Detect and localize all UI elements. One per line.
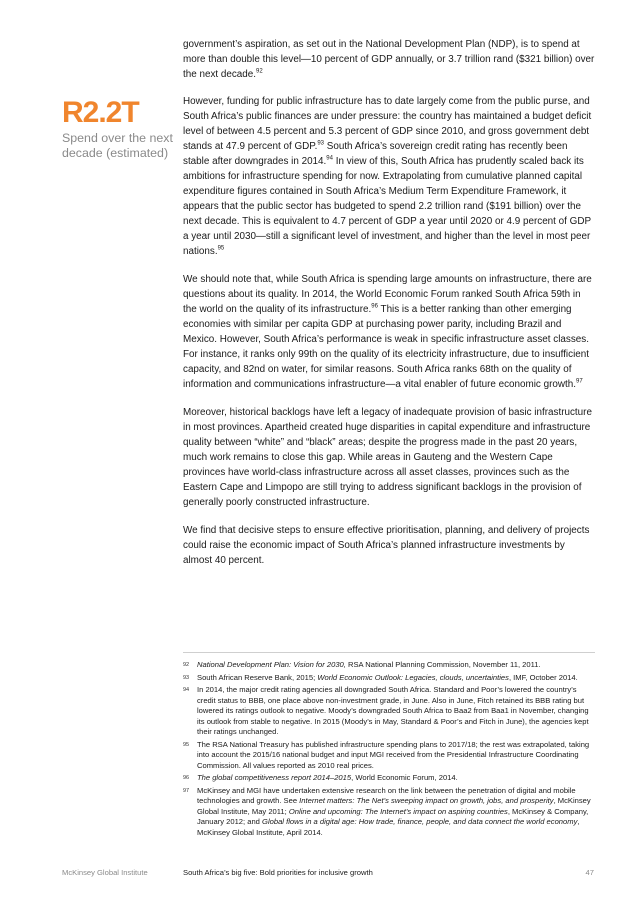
footnote-92: 92 National Development Plan: Vision for 2030, RSA National Planning Commission, November 11, 2011. bbox=[183, 660, 541, 669]
footnote-ref[interactable]: 96 bbox=[371, 303, 378, 310]
footnote-95: 95 The RSA National Treasury has published infrastructure spending plans to 2017/18; the rest was extrapolated, taking into account the 2015/16 national budget and input MGI received from the Presidential Infrastructure Coordinating Commission. All values reported as 2010 real prices. bbox=[183, 739, 590, 770]
footnote-ref[interactable]: 93 bbox=[317, 140, 324, 147]
paragraph-5: We find that decisive steps to ensure effective prioritisation, planning, and delivery of projects could raise the economic impact of South Africa’s planned infrastructure investments by almost 40 percent. bbox=[183, 525, 590, 566]
footnote-number: 93 bbox=[183, 674, 190, 681]
body-text bbox=[183, 37, 595, 581]
callout-figure: R2.2T bbox=[62, 96, 139, 129]
sidebar-callout bbox=[62, 97, 174, 160]
footnote-number: 96 bbox=[183, 775, 190, 781]
footnote-number: 97 bbox=[183, 787, 190, 794]
footnote-divider bbox=[183, 652, 595, 653]
footnote-97: 97 McKinsey and MGI have undertaken extensive research on the link between the penetration of digital and mobile technologies and growth. See Internet matters: The Net’s sweeping impact on growth, jobs, and prosperity, McKinsey Global Institute, May 2011; Online and upcoming: The Internet’s impact on aspiring countries, McKinsey & Company, January 2012; and Global flows in a digital age: How trade, finance, people, and data connect the world economy, McKinsey Global Institute, April 2014. bbox=[183, 785, 591, 837]
paragraph-3: We should note that, while South Africa is spending large amounts on infrastructure, there are questions about its quality. In 2014, the World Economic Forum ranked South Africa 59th in the world on the quality of its infrastructure.$^{96}$ This is a better ranking than other emerging economies with similar per capita GDP at purchasing power parity, including Brazil and Mexico. However, South Africa’s performance is weak in specific infrastructure asset classes. For instance, it ranks only 99th on the quality of its electricity infrastructure, due to insufficient capacity, and 82nd on water, for similar reasons. South Africa ranks 68th on the quality of information and communications infrastructure—a vital enabler of future economic growth.$^{97}$ bbox=[183, 274, 592, 390]
footnote-ref[interactable]: 94 bbox=[326, 155, 333, 162]
page-number: 47 bbox=[585, 868, 594, 877]
footnote-number: 92 bbox=[183, 662, 190, 668]
footnote-94: 94 In 2014, the major credit rating agencies all downgraded South Africa. Standard and Poor’s lowered the country’s credit status to BBB, one place above non-investment grade, in June. Also in June, Fitch retained its BBB rating but lowered its ratings outlook to negative. Moody’s downgraded South Africa to Baa2 from Baa1 in November, changing its outlook from stable to negative. In 2015 (Moody’s in May, Standard & Poor’s and Fitch in June), the agencies kept their ratings unchanged. bbox=[183, 685, 589, 736]
footnote-93: 93 South African Reserve Bank, 2015; World Economic Outlook: Legacies, clouds, uncertainties, IMF, October 2014. bbox=[183, 672, 578, 682]
footer-publisher: McKinsey Global Institute bbox=[62, 868, 148, 877]
footnote-ref[interactable]: 92 bbox=[256, 68, 263, 75]
footnote-number: 95 bbox=[183, 741, 190, 748]
paragraph-2: However, funding for public infrastructure has to date largely come from the public purse, and South Africa’s public finances are under pressure: the country has maintained a budget deficit level of between 4.5 percent and 5.3 percent of GDP since 2010, and gross government debt stands at 47.9 percent of GDP.$^{93}$ South Africa’s sovereign credit rating has recently been stable after downgrades in 2014.94 In view of this, South Africa has prudently scaled back its ambitions for infrastructure spending for now. Extrapolating from cumulative planned capital expenditure figures contained in South Africa’s Medium Term Expenditure Framework, it appears that the public sector has budgeted to spend 2.2 trillion rand ($191 billion) over the next decade. This is equivalent to 4.7 percent of GDP a year until 2020 or 4.9 percent of GDP a year until 2030—still a significant level of investment, and higher than the level in most peer nations.$^{95}$ bbox=[183, 96, 592, 257]
footer-report-title: South Africa’s big five: Bold priorities for inclusive growth bbox=[183, 868, 373, 877]
footnote-number: 94 bbox=[183, 687, 190, 693]
footnote-ref[interactable]: 97 bbox=[576, 378, 583, 385]
paragraph-1: government’s aspiration, as set out in the National Development Plan (NDP), is to spend at more than double this level—10 percent of GDP annually, or 3.7 trillion rand ($321 billion) over the next decade.$^{92}$ bbox=[183, 39, 595, 80]
footnotes bbox=[183, 660, 595, 840]
footnote-96: 96 The global competitiveness report 2014–2015, World Economic Forum, 2014. bbox=[183, 773, 458, 782]
paragraph-4: Moreover, historical backlogs have left a legacy of inadequate provision of basic infrastructure in most provinces. Apartheid created huge disparities in capital expenditure and infrastructure quality between “white” and “black” areas; despite the progress made in the past 20 years, much work remains to close this gap. While areas in Gauteng and the Western Cape provinces have world-class infrastructure across all asset classes, provinces such as the Eastern Cape and Limpopo are still trying to address significant backlogs in the provision of generally poorly constructed infrastructure. bbox=[183, 407, 592, 508]
footnote-ref[interactable]: 95 bbox=[217, 245, 225, 252]
callout-caption: Spend over the next decade (estimated) bbox=[62, 131, 173, 160]
